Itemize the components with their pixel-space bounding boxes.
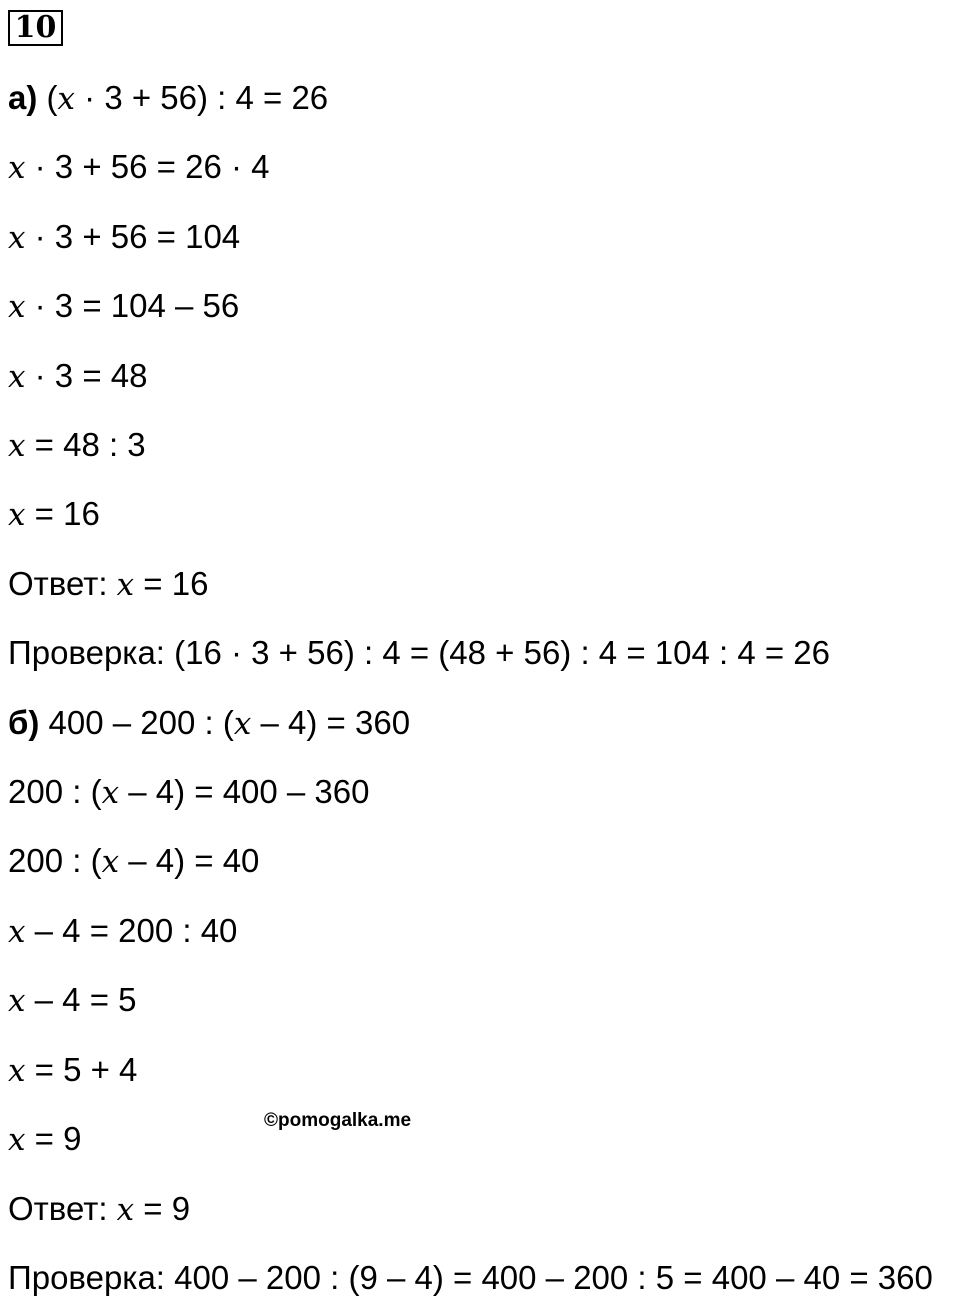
- eq-text: Ответ:: [8, 565, 117, 602]
- eq-var: x: [8, 1122, 26, 1158]
- eq-text: = 16: [25, 495, 100, 532]
- answer-line: [8, 1189, 190, 1230]
- solution-step: [8, 217, 240, 258]
- answer-line: [8, 564, 208, 605]
- eq-var: x: [8, 220, 26, 256]
- eq-text: Ответ:: [8, 1190, 117, 1227]
- eq-var: x: [8, 914, 26, 950]
- eq-var: x: [8, 1053, 26, 1089]
- eq-var: x: [8, 497, 26, 533]
- eq-text: 400 – 200 : (: [48, 704, 234, 741]
- eq-text: = 9: [134, 1190, 191, 1227]
- eq-text: Проверка: (16 · 3 + 56) : 4 = (48 + 56) : 4 = 104 : 4 = 26: [8, 634, 830, 671]
- eq-text: – 4 = 5: [25, 981, 137, 1018]
- eq-var: x: [8, 428, 26, 464]
- solution-step: [8, 286, 239, 327]
- eq-text: – 4) = 400 – 360: [119, 773, 370, 810]
- eq-text: · 3 = 48: [25, 357, 148, 394]
- solution-step: [8, 841, 259, 882]
- solution-step: [8, 772, 370, 813]
- eq-text: · 3 + 56 = 26 · 4: [25, 148, 270, 185]
- solution-step: [8, 147, 269, 188]
- eq-text: – 4) = 360: [251, 704, 411, 741]
- part-a-label: а): [8, 79, 38, 116]
- task-number: 10: [8, 10, 63, 46]
- eq-var: x: [8, 359, 26, 395]
- eq-text: – 4) = 40: [119, 842, 260, 879]
- solution-step: [8, 980, 137, 1021]
- solution-step: [8, 1119, 81, 1160]
- solution-step: [8, 356, 147, 397]
- eq-text: 200 : (: [8, 842, 102, 879]
- eq-text: · 3 = 104 – 56: [25, 287, 240, 324]
- part-a-equation: [8, 78, 328, 119]
- eq-var: x: [57, 81, 75, 117]
- check-line: [8, 1258, 933, 1298]
- watermark: ©pomogalka.me: [264, 1110, 412, 1131]
- eq-text: · 3 + 56 = 104: [25, 218, 241, 255]
- eq-var: x: [101, 775, 120, 811]
- eq-var: x: [8, 289, 26, 325]
- solution-step: [8, 425, 146, 466]
- eq-text: = 9: [25, 1120, 82, 1157]
- eq-var: x: [8, 150, 26, 186]
- eq-text: Проверка: 400 – 200 : (9 – 4) = 400 – 200 : 5 = 400 – 40 = 360: [8, 1259, 933, 1296]
- part-b-label: б): [8, 704, 40, 741]
- eq-text: = 48 : 3: [25, 426, 146, 463]
- eq-text: · 3 + 56) : 4 = 26: [75, 79, 329, 116]
- solution-step: [8, 494, 100, 535]
- eq-text: = 16: [134, 565, 209, 602]
- eq-var: x: [8, 983, 26, 1019]
- check-line: [8, 633, 830, 673]
- part-b-equation: [8, 703, 410, 744]
- eq-text: = 5 + 4: [25, 1051, 138, 1088]
- eq-text: (: [46, 79, 58, 116]
- eq-var: x: [116, 1192, 135, 1228]
- solution-step: [8, 1050, 137, 1091]
- eq-var: x: [116, 567, 135, 603]
- eq-text: 200 : (: [8, 773, 102, 810]
- solution-step: [8, 911, 237, 952]
- eq-var: x: [233, 706, 252, 742]
- eq-var: x: [101, 844, 120, 880]
- eq-text: – 4 = 200 : 40: [25, 912, 238, 949]
